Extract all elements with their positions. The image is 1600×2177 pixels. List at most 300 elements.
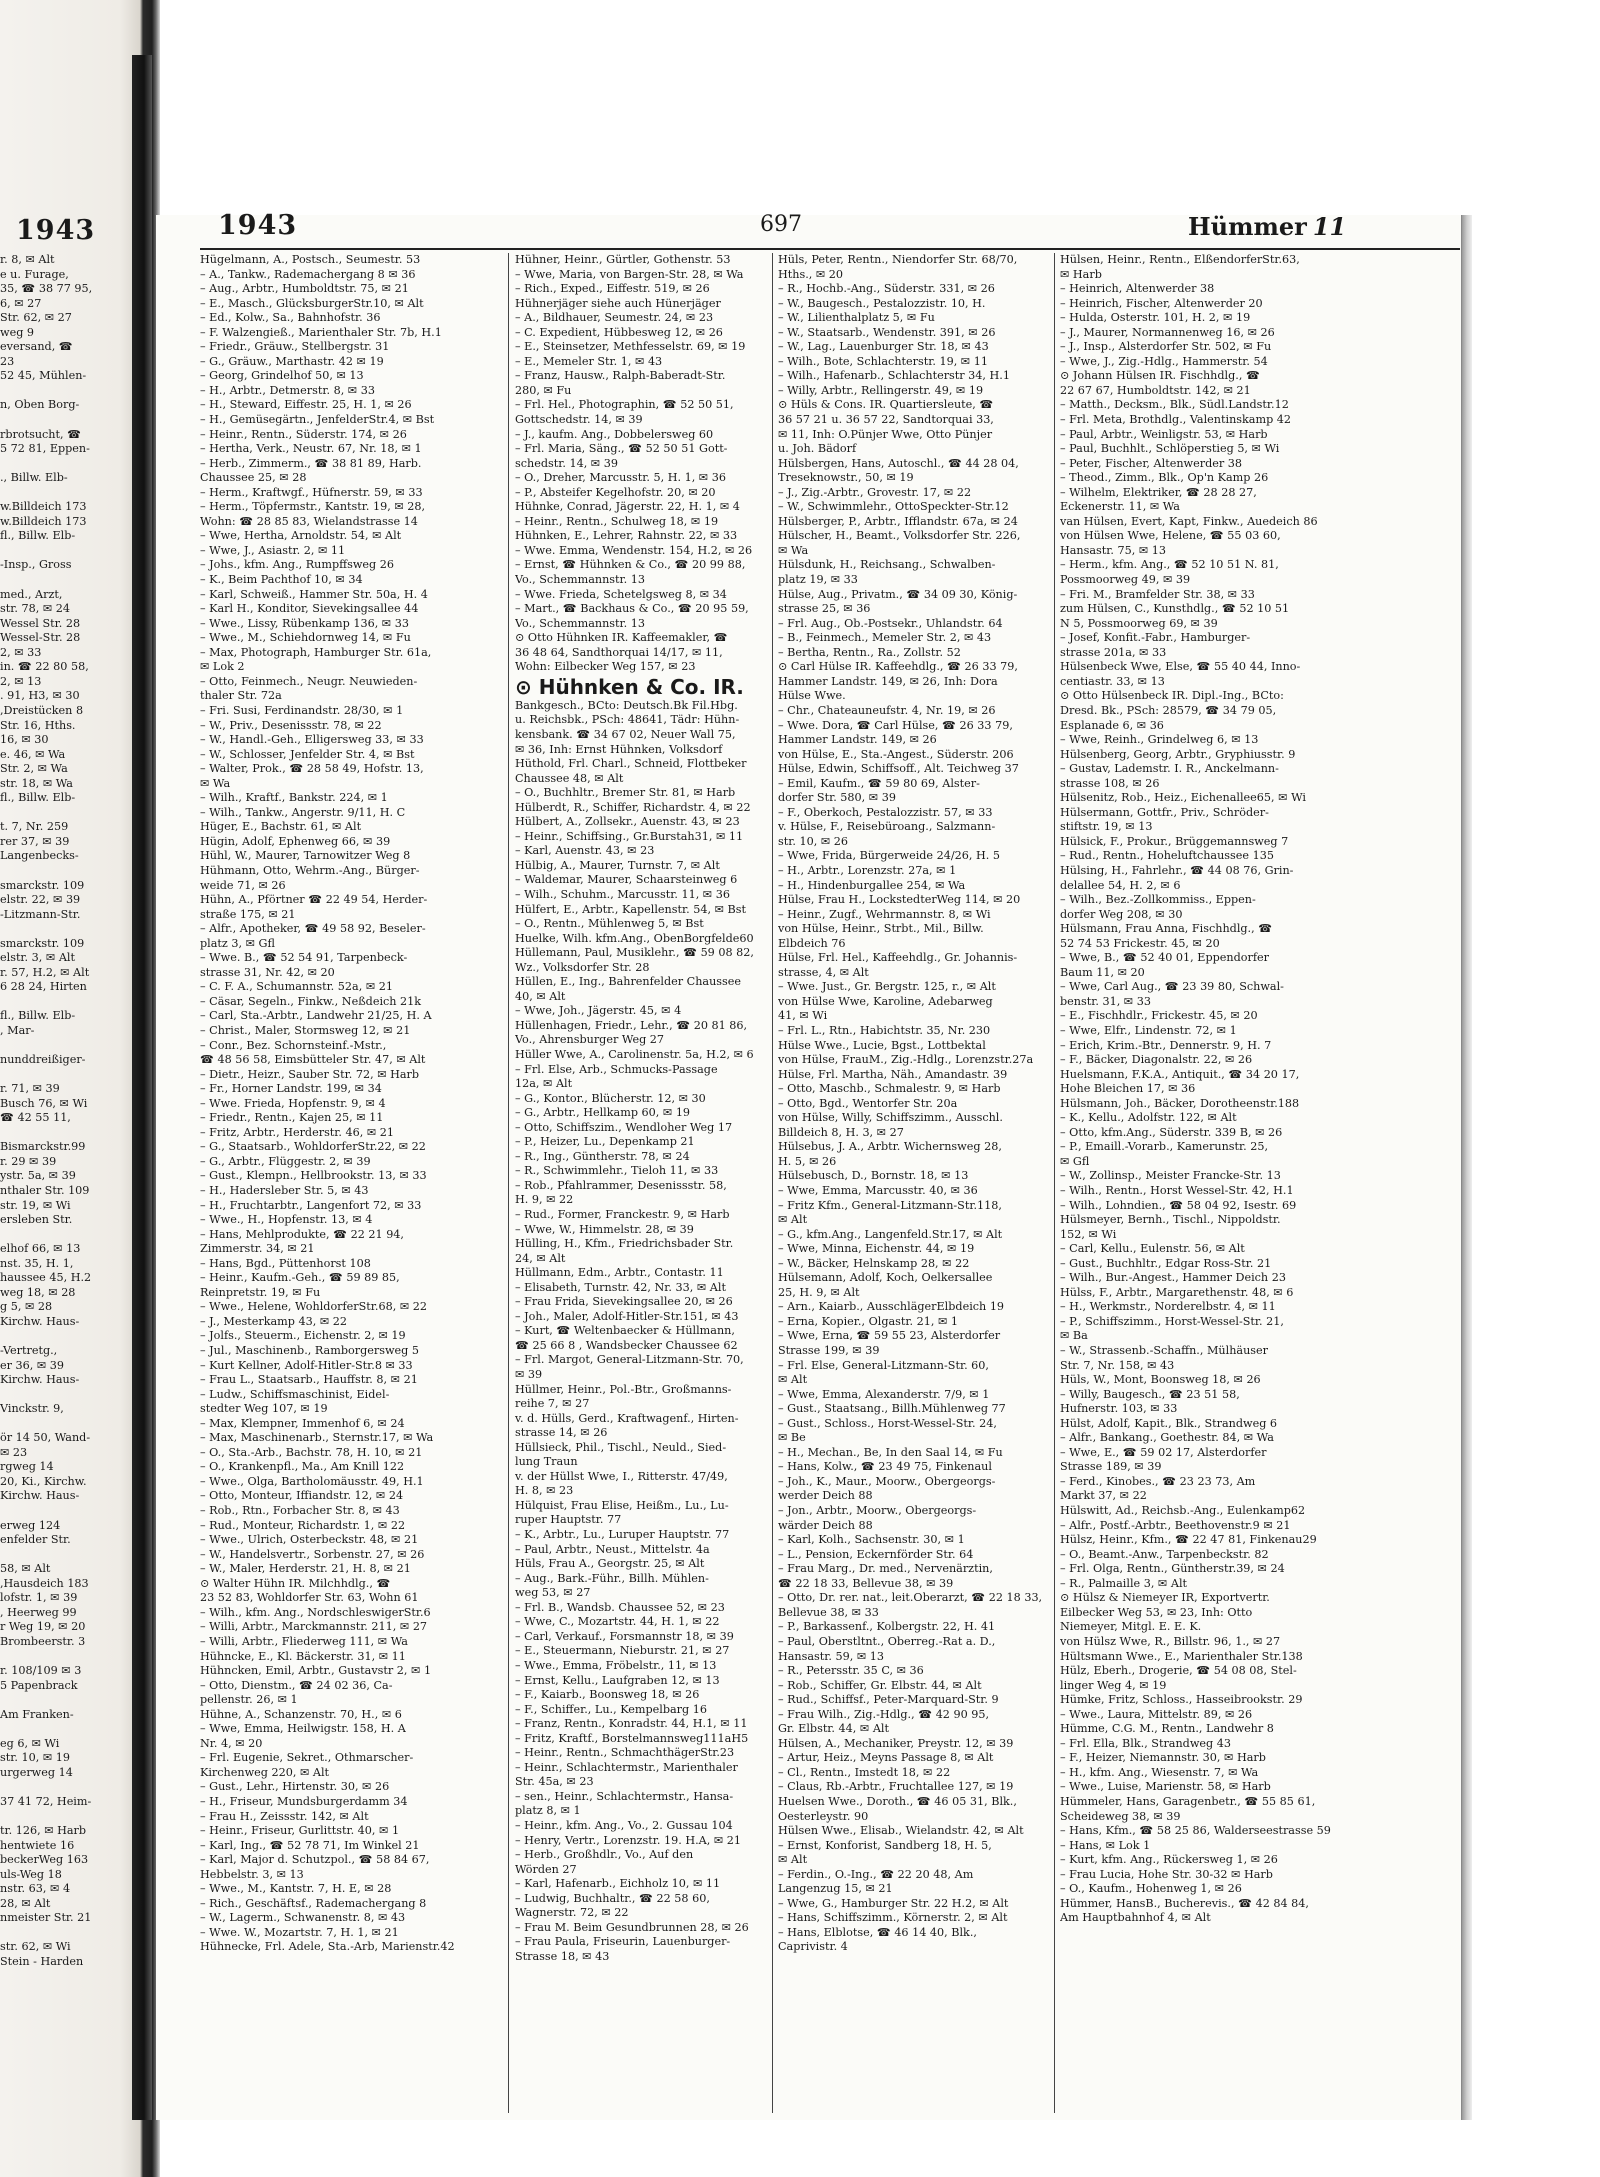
- left-page-fragment: med., Arzt,: [0, 587, 63, 601]
- directory-entry-line: – Rud., Rentn., Hoheluftchaussee 135: [1060, 849, 1274, 863]
- directory-entry-line: – Emil, Kaufm., ☎ 59 80 69, Alster-: [778, 776, 980, 790]
- directory-entry-line: ⊙ Otto Hülsenbeck IR. Dipl.-Ing., BCto:: [1060, 689, 1284, 703]
- directory-entry-line: Hülswitt, Ad., Reichsb.-Ang., Eulenkamp62: [1060, 1504, 1306, 1518]
- directory-entry-line: ✉ Lok 2: [200, 660, 245, 674]
- directory-entry-line: ✉ Ba: [1060, 1329, 1088, 1343]
- directory-entry-line: – Ernst, Konforist, Sandberg 18, H. 5,: [778, 1838, 992, 1852]
- directory-entry-line: Wohn: Eilbecker Weg 157, ✉ 23: [515, 660, 696, 674]
- directory-entry-line: – W., Maler, Herderstr. 21, H. 8, ✉ 21: [200, 1562, 411, 1576]
- directory-entry-line: Hths., ✉ 20: [778, 267, 844, 281]
- directory-entry-line: Hühnerjäger siehe auch Hünerjäger: [515, 296, 721, 310]
- directory-entry-line: – Otto, Feinmech., Neugr. Neuwieden-: [200, 674, 418, 688]
- left-page-year: 1943: [16, 215, 96, 246]
- left-page-fragment: hentwiete 16: [0, 1838, 75, 1852]
- directory-entry-line: Hülling, H., Kfm., Friedrichsbader Str.: [515, 1237, 734, 1251]
- left-page-fragment: ersleben Str.: [0, 1213, 73, 1227]
- left-page-fragment: str. 62, ✉ Wi: [0, 1940, 71, 1954]
- left-page-fragment: 37 41 72, Heim-: [0, 1794, 92, 1808]
- directory-entry-line: – Georg, Grindelhof 50, ✉ 13: [200, 369, 364, 383]
- directory-entry-line: Vo., Ahrensburger Weg 27: [515, 1033, 665, 1047]
- directory-entry-line: strasse 25, ✉ 36: [778, 602, 871, 616]
- directory-entry-line: – R., Palmaille 3, ✉ Alt: [1060, 1576, 1188, 1590]
- directory-entry-line: – Hans, Mehlprodukte, ☎ 22 21 94,: [200, 1227, 404, 1241]
- directory-entry-line: – Wwe, E., ☎ 59 02 17, Alsterdorfer: [1060, 1445, 1267, 1459]
- left-page-fragment: [0, 1926, 130, 1941]
- directory-entry-line: – Karl H., Konditor, Sievekingsallee 44: [200, 602, 419, 616]
- directory-entry-line: Hammer Landstr. 149, ✉ 26, Inh: Dora: [778, 674, 998, 688]
- directory-entry-line: – Gustav, Lademstr. I. R., Anckelmann-: [1060, 762, 1279, 776]
- left-page-fragment: Langenbecks-: [0, 849, 79, 863]
- left-page-fragment: elstr. 3, ✉ Alt: [0, 951, 75, 965]
- left-page-fragment: Bismarckstr.99: [0, 1140, 86, 1154]
- directory-entry-line: H. 5, ✉ 26: [778, 1154, 837, 1168]
- left-page-fragment: str. 19, ✉ Wi: [0, 1198, 71, 1212]
- directory-entry-line: ⊙ Walter Hühn IR. Milchhdlg., ☎: [200, 1576, 391, 1590]
- directory-entry-line: werder Deich 88: [778, 1489, 873, 1503]
- left-page-fragment: [0, 544, 130, 559]
- directory-entry-line: – E., Memeler Str. 1, ✉ 43: [515, 354, 663, 368]
- directory-entry-line: – Jon., Arbtr., Moorw., Obergeorgs-: [778, 1504, 977, 1518]
- directory-entry-line: – Cäsar, Segeln., Finkw., Neßdeich 21k: [200, 994, 422, 1008]
- directory-entry-line: dorfer Str. 580, ✉ 39: [778, 791, 896, 805]
- directory-entry-line: – O., Kaufm., Hohenweg 1, ✉ 26: [1060, 1882, 1242, 1896]
- directory-entry-line: Hülsermann, Gottfr., Priv., Schröder-: [1060, 805, 1269, 819]
- directory-entry-line: – Willy, Arbtr., Rellingerstr. 49, ✉ 19: [778, 383, 984, 397]
- directory-entry-line: – Gust., Buchhltr., Edgar Ross-Str. 21: [1060, 1256, 1272, 1270]
- directory-entry-line: – Ferdin., O.-Ing., ☎ 22 20 48, Am: [778, 1867, 974, 1881]
- directory-column-4: [1060, 253, 1364, 2113]
- directory-entry-line: – F. Walzengieß., Marienthaler Str. 7b, H.1: [200, 325, 442, 339]
- directory-entry-line: Hülse Wwe., Lucie, Bgst., Lottbektal: [778, 1038, 986, 1052]
- directory-entry-line: – Josef, Konfit.-Fabr., Hamburger-: [1060, 631, 1251, 645]
- directory-entry-line: – Fri. Susi, Ferdinandstr. 28/30, ✉ 1: [200, 703, 404, 717]
- directory-entry-line: – Karl, Schweiß., Hammer Str. 50a, H. 4: [200, 587, 428, 601]
- left-page-fragment: tr. 126, ✉ Harb: [0, 1824, 87, 1838]
- directory-entry-line: – W., Strassenb.-Schaffn., Mülhäuser: [1060, 1344, 1268, 1358]
- left-page-fragment: Kirchw. Haus-: [0, 1314, 80, 1328]
- directory-entry-line: – Waldemar, Maurer, Schaarsteinweg 6: [515, 873, 738, 887]
- directory-entry-line: Hühncke, E., Kl. Bäckerstr. 31, ✉ 11: [200, 1649, 406, 1663]
- directory-entry-line: – Wwe., M., Schiehdornweg 14, ✉ Fu: [200, 631, 411, 645]
- directory-entry-line: – G., Kontor., Blücherstr. 12, ✉ 30: [515, 1091, 706, 1105]
- directory-entry-line: – sen., Heinr., Schlachtermstr., Hansa-: [515, 1789, 734, 1803]
- directory-entry-line: Eilbecker Weg 53, ✉ 23, Inh: Otto: [1060, 1605, 1253, 1619]
- directory-entry-line: – Dietr., Heizr., Sauber Str. 72, ✉ Harb: [200, 1067, 420, 1081]
- left-page-fragment: r. 29 ✉ 39: [0, 1154, 57, 1168]
- directory-entry-line: – Frau Marg., Dr. med., Nervenärztin,: [778, 1562, 993, 1576]
- left-page-fragment: elhof 66, ✉ 13: [0, 1242, 81, 1256]
- directory-entry-line: Hülse, Frl. Martha, Näh., Amandastr. 39: [778, 1067, 1008, 1081]
- book-binding: [132, 55, 152, 2120]
- directory-entry-line: – Gust., Klempn., Hellbrookstr. 13, ✉ 33: [200, 1169, 427, 1183]
- directory-entry-line: – Heinr., Kaufm.-Geh., ☎ 59 89 85,: [200, 1271, 400, 1285]
- directory-entry-line: – H., Steward, Eiffestr. 25, H. 1, ✉ 26: [200, 398, 412, 412]
- directory-entry-line: Hülse Wwe.: [778, 689, 846, 703]
- directory-entry-line: – Wwe, Minna, Eichenstr. 44, ✉ 19: [778, 1242, 975, 1256]
- directory-entry-line: – Heinr., kfm. Ang., Vo., 2. Gussau 104: [515, 1818, 733, 1832]
- directory-entry-line: – Wwe. Emma, Wendenstr. 154, H.2, ✉ 26: [515, 543, 753, 557]
- directory-entry-line: – Wwe, Frida, Bürgerweide 24/26, H. 5: [778, 849, 1000, 863]
- left-page-fragment: 6, ✉ 27: [0, 296, 42, 310]
- directory-entry-line: Hüger, E., Bachstr. 61, ✉ Alt: [200, 820, 362, 834]
- header-rule: [200, 248, 1460, 250]
- directory-entry-line: – Wwe, B., ☎ 52 40 01, Eppendorfer: [1060, 951, 1269, 965]
- directory-entry-line: Hebbelstr. 3, ✉ 13: [200, 1867, 304, 1881]
- directory-entry-line: von Hülse, FrauM., Zig.-Hdlg., Lorenzstr.27a: [778, 1053, 1034, 1067]
- directory-entry-line: Hüllenhagen, Friedr., Lehr., ☎ 20 81 86,: [515, 1018, 748, 1032]
- directory-entry-line: – Otto, Monteur, Iffiandstr. 12, ✉ 24: [200, 1489, 404, 1503]
- directory-entry-line: – Alfr., Bankang., Goethestr. 84, ✉ Wa: [1060, 1431, 1274, 1445]
- directory-entry-line: – Hertha, Verk., Neustr. 67, Nr. 18, ✉ 1: [200, 442, 422, 456]
- directory-entry-line: strasse 14, ✉ 26: [515, 1426, 608, 1440]
- page-year: 1943: [218, 210, 298, 241]
- left-page-fragment: g 5, ✉ 28: [0, 1300, 53, 1314]
- directory-entry-line: – Gust., Lehr., Hirtenstr. 30, ✉ 26: [200, 1780, 390, 1794]
- directory-entry-line: – Rich., Geschäftsf., Rademachergang 8: [200, 1896, 427, 1910]
- left-page-fragment: [0, 1228, 130, 1243]
- directory-entry-line: – Wwe. Frieda, Schetelgsweg 8, ✉ 34: [515, 587, 727, 601]
- directory-entry-line: – C. F. A., Schumannstr. 52a, ✉ 21: [200, 980, 393, 994]
- directory-entry-line: – Frau Paula, Friseurin, Lauenburger-: [515, 1935, 731, 1949]
- directory-entry-line: Hohe Bleichen 17, ✉ 36: [1060, 1082, 1196, 1096]
- directory-entry-line: – Wilh., Hafenarb., Schlachterstr 34, H.1: [778, 369, 1010, 383]
- directory-entry-line: v. Hülse, F., Reisebüroang., Salzmann-: [778, 820, 996, 834]
- directory-entry-line: – W., Baugesch., Pestalozzistr. 10, H.: [778, 296, 986, 310]
- directory-entry-line: – Frl. B., Wandsb. Chaussee 52, ✉ 23: [515, 1600, 725, 1614]
- directory-entry-line: – H., kfm. Ang., Wiesenstr. 7, ✉ Wa: [1060, 1765, 1259, 1779]
- directory-entry-line: Hülse, Frl. Hel., Kaffeehdlg., Gr. Johannis-: [778, 951, 1018, 965]
- directory-entry-line: platz 3, ✉ Gfl: [200, 936, 275, 950]
- directory-entry-line: strasse 108, ✉ 26: [1060, 776, 1160, 790]
- directory-entry-line: – Willi, Arbtr., Marckmannstr. 211, ✉ 27: [200, 1620, 428, 1634]
- directory-entry-line: – Wwe., Emma, Fröbelstr., 11, ✉ 13: [515, 1658, 717, 1672]
- left-page-fragment: 2, ✉ 13: [0, 674, 42, 688]
- directory-entry-line: – Hans, ✉ Lok 1: [1060, 1838, 1151, 1852]
- directory-entry-line: Baum 11, ✉ 20: [1060, 965, 1145, 979]
- directory-entry-line: – Fritz, Kraftf., Borstelmannsweg111aH5: [515, 1731, 749, 1745]
- directory-entry-line: – Wilh., Bote, Schlachterstr. 19, ✉ 11: [778, 354, 988, 368]
- directory-entry-line: – Cl., Rentn., Imstedt 18, ✉ 22: [778, 1765, 951, 1779]
- directory-entry-line: ⊙ Hühnken & Co. IR.: [515, 674, 744, 699]
- left-page-fragment: [0, 1417, 130, 1432]
- directory-entry-line: – O., Buchhltr., Bremer Str. 81, ✉ Harb: [515, 786, 736, 800]
- directory-entry-line: – Wilh., Kraftf., Bankstr. 224, ✉ 1: [200, 791, 388, 805]
- directory-entry-line: – Christ., Maler, Stormsweg 12, ✉ 21: [200, 1023, 411, 1037]
- directory-entry-line: – Wwe, Emma, Marcusstr. 40, ✉ 36: [778, 1184, 978, 1197]
- directory-entry-line: – Wwe. W., Mozartstr. 7, H. 1, ✉ 21: [200, 1925, 399, 1939]
- directory-entry-line: – Matth., Decksm., Blk., Südl.Landstr.12: [1060, 398, 1289, 412]
- directory-entry-line: – Wwe, Erna, ☎ 59 55 23, Alsterdorfer: [778, 1329, 1001, 1343]
- directory-entry-line: Bankgesch., BCto: Deutsch.Bk Fil.Hbg.: [515, 698, 738, 712]
- left-page-fragment: enfelder Str.: [0, 1533, 71, 1547]
- directory-entry-line: – Jolfs., Steuerm., Eichenstr. 2, ✉ 19: [200, 1329, 406, 1343]
- directory-entry-line: ✉ Wa: [778, 543, 809, 557]
- directory-entry-line: – Frl. Aug., Ob.-Postsekr., Uhlandstr. 64: [778, 616, 1003, 630]
- directory-entry-line: Wagnerstr. 72, ✉ 22: [515, 1906, 629, 1920]
- directory-entry-line: Hülss, F., Arbtr., Margarethenstr. 48, ✉ 6: [1060, 1285, 1294, 1299]
- directory-entry-line: – Erich, Krim.-Btr., Dennerstr. 9, H. 7: [1060, 1038, 1272, 1052]
- directory-entry-line: – E., Steuermann, Nieburstr. 21, ✉ 27: [515, 1644, 730, 1658]
- directory-entry-line: reihe 7, ✉ 27: [515, 1397, 590, 1411]
- directory-entry-line: – Rob., Pfahlrammer, Desenissstr. 58,: [515, 1178, 727, 1192]
- directory-entry-line: – Carl, Verkauf., Forsmannstr 18, ✉ 39: [515, 1629, 734, 1643]
- directory-column-3: [778, 253, 1082, 2113]
- directory-entry-line: – E., Masch., GlücksburgerStr.10, ✉ Alt: [200, 296, 424, 310]
- directory-entry-line: – W., Handelsvertr., Sorbenstr. 27, ✉ 26: [200, 1547, 425, 1561]
- directory-entry-line: u. Joh. Bädorf: [778, 442, 857, 456]
- directory-entry-line: – E., Steinsetzer, Methfesselstr. 69, ✉ 19: [515, 340, 746, 354]
- directory-entry-line: – H., Arbtr., Lorenzstr. 27a, ✉ 1: [778, 863, 957, 877]
- directory-entry-line: – Ernst, Kellu., Laufgraben 12, ✉ 13: [515, 1673, 720, 1687]
- directory-entry-line: – Karl, Kolh., Sachsenstr. 30, ✉ 1: [778, 1533, 965, 1547]
- left-page-fragment: nunddreißiger-: [0, 1053, 86, 1067]
- directory-entry-line: Hühn, A., Pförtner ☎ 22 49 54, Herder-: [200, 893, 428, 907]
- left-page-fragment: t. 7, Nr. 259: [0, 820, 69, 834]
- directory-entry-line: – G., Gräuw., Marthastr. 42 ✉ 19: [200, 354, 384, 368]
- directory-entry-line: – F., Kaiarb., Boonsweg 18, ✉ 26: [515, 1688, 700, 1702]
- directory-entry-line: – Henry, Vertr., Lorenzstr. 19. H.A, ✉ 21: [515, 1833, 742, 1847]
- directory-entry-line: – Rud., Schiffsf., Peter-Marquard-Str. 9: [778, 1693, 999, 1707]
- directory-entry-line: Hülsdunk, H., Reichsang., Schwalben-: [778, 558, 996, 572]
- directory-entry-line: Hüllsieck, Phil., Tischl., Neuld., Sied-: [515, 1440, 727, 1454]
- directory-entry-line: Hülsebus, J. A., Arbtr. Wichernsweg 28,: [778, 1140, 1002, 1154]
- left-page-fragment: [0, 922, 130, 937]
- directory-entry-line: Oesterleystr. 90: [778, 1809, 869, 1823]
- directory-entry-line: Strasse 189, ✉ 39: [1060, 1460, 1162, 1474]
- directory-entry-line: Hüllen, E., Ing., Bahrenfelder Chaussee: [515, 975, 742, 989]
- directory-entry-line: Hühncken, Emil, Arbtr., Gustavstr 2, ✉ 1: [200, 1664, 432, 1678]
- directory-entry-line: ☎ 25 66 8 , Wandsbecker Chaussee 62: [515, 1338, 738, 1352]
- directory-entry-line: – Otto, Schiffszim., Wendloher Weg 17: [515, 1120, 733, 1134]
- directory-entry-line: – P., Heizer, Lu., Depenkamp 21: [515, 1135, 695, 1149]
- left-page-fragment: weg 9: [0, 325, 35, 339]
- directory-entry-line: Hühnecke, Frl. Adele, Sta.-Arb, Marienstr.42: [200, 1940, 455, 1954]
- left-page-fragment: haussee 45, H.2: [0, 1271, 92, 1285]
- directory-entry-line: – Frl. Maria, Säng., ☎ 52 50 51 Gott-: [515, 442, 728, 456]
- directory-column-2: [515, 253, 819, 2113]
- left-page-fragment: Str. 16, Hths.: [0, 718, 76, 732]
- directory-entry-line: von Hülse, Heinr., Strbt., Mil., Billw.: [778, 922, 984, 936]
- directory-entry-line: Wz., Volksdorfer Str. 28: [515, 960, 650, 974]
- directory-entry-line: – Wwe, Maria, von Bargen-Str. 28, ✉ Wa: [515, 267, 744, 281]
- directory-entry-line: Hülsing, H., Fahrlehr., ☎ 44 08 76, Grin-: [1060, 863, 1294, 877]
- directory-entry-line: Hüls, Frau A., Georgstr. 25, ✉ Alt: [515, 1557, 705, 1571]
- directory-entry-line: Hülse, Frau H., LockstedterWeg 114, ✉ 20: [778, 893, 1021, 907]
- directory-entry-line: Hülsberger, P., Arbtr., Ifflandstr. 67a, ✉ 24: [778, 514, 1018, 528]
- directory-entry-line: Nr. 4, ✉ 20: [200, 1736, 263, 1750]
- directory-entry-line: Hülsenberg, Georg, Arbtr., Gryphiusstr. 9: [1060, 747, 1296, 761]
- directory-entry-line: – A., Bildhauer, Seumestr. 24, ✉ 23: [515, 311, 714, 325]
- left-page-fragment: beckerWeg 163: [0, 1853, 89, 1867]
- directory-entry-line: Hülsmann, Frau Anna, Fischhdlg., ☎: [1060, 922, 1273, 936]
- directory-entry-line: – Frl. Else, General-Litzmann-Str. 60,: [778, 1358, 989, 1372]
- directory-entry-line: Hülscher, H., Beamt., Volksdorfer Str. 226,: [778, 529, 1021, 543]
- directory-entry-line: – Erna, Kopier., Olgastr. 21, ✉ 1: [778, 1314, 959, 1328]
- left-page-fragment: , Heerweg 99: [0, 1605, 77, 1619]
- directory-entry-line: – F., Schiffer., Lu., Kempelbarg 16: [515, 1702, 707, 1716]
- directory-entry-line: ✉ Wa: [200, 776, 231, 790]
- directory-entry-line: ☎ 22 18 33, Bellevue 38, ✉ 39: [778, 1576, 954, 1590]
- directory-entry-line: – Walter, Prok., ☎ 28 58 49, Hofstr. 13,: [200, 762, 424, 776]
- directory-entry-line: – Wwe, Carl Aug., ☎ 23 39 80, Schwal-: [1060, 980, 1284, 994]
- directory-entry-line: – C. Expedient, Hübbesweg 12, ✉ 26: [515, 325, 723, 339]
- directory-entry-line: Gottschedstr. 14, ✉ 39: [515, 413, 643, 427]
- left-page-fragment: nthaler Str. 109: [0, 1184, 90, 1197]
- directory-entry-line: 41, ✉ Wi: [778, 1009, 828, 1023]
- directory-entry-line: von Hülsz Wwe, R., Billstr. 96, 1., ✉ 27: [1060, 1634, 1281, 1648]
- directory-entry-line: – Conr., Bez. Schornsteinf.-Mstr.,: [200, 1038, 387, 1052]
- directory-entry-line: ⊙ Hülsz & Niemeyer IR, Exportvertr.: [1060, 1591, 1270, 1605]
- directory-entry-line: – Willy, Baugesch., ☎ 23 51 58,: [1060, 1387, 1240, 1401]
- directory-entry-line: – Fri. M., Bramfelder Str. 38, ✉ 33: [1060, 587, 1255, 601]
- left-page-fragment: [0, 1039, 130, 1054]
- directory-entry-line: – Frau L., Staatsarb., Hauffstr. 8, ✉ 21: [200, 1373, 418, 1387]
- directory-entry-line: – Wwe., Laura, Mittelstr. 89, ✉ 26: [1060, 1707, 1253, 1721]
- left-page-fragment: smarckstr. 109: [0, 878, 85, 892]
- directory-entry-line: ✉ Alt: [778, 1213, 808, 1227]
- directory-entry-line: – Frau Frida, Sievekingsallee 20, ✉ 26: [515, 1295, 733, 1309]
- directory-entry-line: – Wwe, Joh., Jägerstr. 45, ✉ 4: [515, 1004, 682, 1018]
- directory-entry-line: Hühnke, Conrad, Jägerstr. 22, H. 1, ✉ 4: [515, 500, 740, 514]
- directory-entry-line: – Frau M. Beim Gesundbrunnen 28, ✉ 26: [515, 1920, 749, 1934]
- directory-entry-line: – Heinr., Friseur, Gurlittstr. 40, ✉ 1: [200, 1824, 400, 1838]
- directory-entry-line: – Frau Wilh., Zig.-Hdlg., ☎ 42 90 95,: [778, 1707, 990, 1721]
- directory-entry-line: platz 19, ✉ 33: [778, 573, 858, 587]
- left-page-fragment: Wessel Str. 28: [0, 616, 81, 630]
- directory-entry-line: – F., Bäcker, Diagonalstr. 22, ✉ 26: [1060, 1053, 1253, 1067]
- directory-entry-line: – Otto, Dienstm., ☎ 24 02 36, Ca-: [200, 1678, 393, 1692]
- left-page-fragment: smarckstr. 109: [0, 936, 85, 950]
- directory-entry-line: Hülse, Edwin, Schiffsoff., Alt. Teichweg 37: [778, 762, 1019, 776]
- directory-entry-line: – Wilhelm, Elektriker, ☎ 28 28 27,: [1060, 485, 1257, 499]
- left-page-fragment: [0, 1650, 130, 1665]
- directory-entry-line: N 5, Possmoorweg 69, ✉ 39: [1060, 616, 1218, 630]
- directory-entry-line: Hülz, Eberh., Drogerie, ☎ 54 08 08, Stel-: [1060, 1664, 1297, 1678]
- directory-entry-line: – H., Fruchtarbtr., Langenfort 72, ✉ 33: [200, 1198, 422, 1212]
- left-page-fragment: e u. Furage,: [0, 267, 69, 281]
- directory-entry-line: Billdeich 8, H. 3, ✉ 27: [778, 1125, 904, 1139]
- column-divider: [508, 253, 509, 2113]
- running-head-page: 11: [1312, 212, 1347, 241]
- directory-entry-line: – Peter, Fischer, Altenwerder 38: [1060, 456, 1242, 470]
- directory-entry-line: ruper Hauptstr. 77: [515, 1513, 622, 1527]
- directory-entry-line: Hülsenitz, Rob., Heiz., Eichenallee65, ✉ Wi: [1060, 791, 1306, 805]
- directory-entry-line: Hülsemann, Adolf, Koch, Oelkersallee: [778, 1271, 993, 1285]
- directory-entry-line: – Heinr., Rentn., SchmachthägerStr.23: [515, 1746, 735, 1760]
- directory-entry-line: Am Hauptbahnhof 4, ✉ Alt: [1060, 1911, 1211, 1925]
- running-head-name: Hümmer: [1188, 212, 1307, 241]
- directory-entry-line: – H., Hadersleber Str. 5, ✉ 43: [200, 1184, 369, 1197]
- left-page-fragment: str. 18, ✉ Wa: [0, 776, 73, 790]
- directory-entry-line: – Herm., Töpfermstr., Kantstr. 19, ✉ 28,: [200, 500, 426, 514]
- directory-entry-line: – J., Mesterkamp 43, ✉ 22: [200, 1314, 348, 1328]
- left-page-fragment: 20, Ki., Kirchw.: [0, 1474, 87, 1488]
- directory-entry-line: Huelsen Wwe., Doroth., ☎ 46 05 31, Blk.,: [778, 1794, 1017, 1808]
- directory-entry-line: – O., Rentn., Mühlenweg 5, ✉ Bst: [515, 917, 704, 931]
- directory-entry-line: – Wwe, Reinh., Grindelweg 6, ✉ 13: [1060, 733, 1259, 747]
- directory-entry-line: H. 8, ✉ 23: [515, 1484, 574, 1498]
- directory-entry-line: – Chr., Chateauneufstr. 4, Nr. 19, ✉ 26: [778, 703, 996, 717]
- left-page-fragment: rer 37, ✉ 39: [0, 834, 70, 848]
- directory-entry-line: Elbdeich 76: [778, 936, 846, 950]
- directory-entry-line: – Otto, Bgd., Wentorfer Str. 20a: [778, 1096, 958, 1110]
- left-page-fragment: nst. 35, H. 1,: [0, 1256, 74, 1270]
- directory-entry-line: Reinpretstr. 19, ✉ Fu: [200, 1285, 321, 1299]
- left-page-fragment: nmeister Str. 21: [0, 1911, 92, 1925]
- directory-entry-line: dorfer Weg 208, ✉ 30: [1060, 907, 1183, 921]
- directory-entry-line: – Wwe. Just., Gr. Bergstr. 125, r., ✉ Alt: [778, 980, 996, 994]
- directory-entry-line: – Herb., Zimmerm., ☎ 38 81 89, Harb.: [200, 456, 422, 470]
- directory-entry-line: Huelke, Wilh. kfm.Ang., ObenBorgfelde60: [515, 931, 754, 945]
- directory-entry-line: – Wwe., Luise, Marienstr. 58, ✉ Harb: [1060, 1780, 1271, 1794]
- directory-entry-line: zum Hülsen, C., Kunsthdlg., ☎ 52 10 51: [1060, 602, 1290, 616]
- left-page-fragment: [0, 995, 130, 1010]
- directory-entry-line: – R., Schwimmlehr., Tieloh 11, ✉ 33: [515, 1164, 719, 1178]
- directory-entry-line: – Friedr., Rentn., Kajen 25, ✉ 11: [200, 1111, 384, 1125]
- directory-entry-line: Hülsen, Heinr., Rentn., ElßendorferStr.63,: [1060, 253, 1300, 266]
- left-page-fragment: ,Hausdeich 183: [0, 1576, 89, 1590]
- left-page-fragment: elstr. 22, ✉ 39: [0, 893, 81, 907]
- directory-entry-line: Esplanade 6, ✉ 36: [1060, 718, 1164, 732]
- directory-entry-line: 36 48 64, Sandthorquai 14/17, ✉ 11,: [515, 645, 723, 659]
- directory-entry-line: von Hülsen Wwe, Helene, ☎ 55 03 60,: [1060, 529, 1281, 543]
- left-page-fragment: [0, 1329, 130, 1344]
- directory-entry-line: Strasse 199, ✉ 39: [778, 1344, 880, 1358]
- directory-entry-line: – H., Mechan., Be, In den Saal 14, ✉ Fu: [778, 1445, 1003, 1459]
- left-page-fragment: Str. 2, ✉ Wa: [0, 762, 68, 776]
- directory-entry-line: Hügin, Adolf, Ephenweg 66, ✉ 39: [200, 834, 391, 848]
- directory-entry-line: – Wilh., Bur.-Angest., Hammer Deich 23: [1060, 1271, 1286, 1285]
- directory-entry-line: Vo., Schemmannstr. 13: [515, 616, 646, 630]
- directory-entry-line: 36 57 21 u. 36 57 22, Sandtorquai 33,: [778, 413, 994, 427]
- left-page-fragment: , Mar-: [0, 1023, 35, 1037]
- left-page-fragment: . 91, H3, ✉ 30: [0, 689, 80, 703]
- directory-entry-line: – Herm., Kraftwgf., Hüfnerstr. 59, ✉ 33: [200, 485, 423, 499]
- directory-entry-line: – W., Lagerm., Schwanenstr. 8, ✉ 43: [200, 1911, 406, 1925]
- directory-entry-line: – Wwe, Elfr., Lindenstr. 72, ✉ 1: [1060, 1023, 1237, 1037]
- directory-entry-line: – W., Bäcker, Helnskamp 28, ✉ 22: [778, 1256, 970, 1270]
- directory-entry-line: Str. 7, Nr. 158, ✉ 43: [1060, 1358, 1175, 1372]
- directory-entry-line: Gr. Elbstr. 44, ✉ Alt: [778, 1722, 889, 1736]
- page-edge: [1462, 215, 1472, 2120]
- directory-entry-line: – O., Beamt.-Anw., Tarpenbeckstr. 82: [1060, 1547, 1269, 1561]
- directory-entry-line: Hülberdt, R., Schiffer, Richardstr. 4, ✉ 22: [515, 800, 751, 814]
- directory-entry-line: – Rich., Exped., Eiffestr. 519, ✉ 26: [515, 282, 710, 296]
- directory-entry-line: Vo., Schemmannstr. 13: [515, 573, 646, 587]
- directory-entry-line: – Frl. Margot, General-Litzmann-Str. 70,: [515, 1353, 744, 1367]
- directory-entry-line: – Heinr., Schiffsing., Gr.Burstah31, ✉ 11: [515, 829, 744, 843]
- left-page-fragment: [0, 1388, 130, 1403]
- directory-entry-line: – G., Arbtr., Flüggestr. 2, ✉ 39: [200, 1154, 371, 1168]
- directory-entry-line: Hülsmann, Joh., Bäcker, Dorotheenstr.188: [1060, 1096, 1300, 1110]
- directory-entry-line: – Heinr., Schlachtermstr., Marienthaler: [515, 1760, 738, 1774]
- directory-entry-line: – F., Oberkoch, Pestalozzistr. 57, ✉ 33: [778, 805, 993, 819]
- left-page-fragment: r. 8, ✉ Alt: [0, 253, 55, 266]
- directory-entry-line: Hülsen Wwe., Elisab., Wielandstr. 42, ✉ Alt: [778, 1824, 1024, 1838]
- directory-entry-line: – Paul, Arbtr., Neust., Mittelstr. 4a: [515, 1542, 710, 1556]
- directory-entry-line: straße 175, ✉ 21: [200, 907, 296, 921]
- directory-entry-line: Possmoorweg 49, ✉ 39: [1060, 573, 1191, 587]
- directory-entry-line: – H., Hindenburgallee 254, ✉ Wa: [778, 878, 966, 892]
- directory-entry-line: – Wwe, Emma, Alexanderstr. 7/9, ✉ 1: [778, 1387, 990, 1401]
- directory-entry-line: Hülfert, E., Arbtr., Kapellenstr. 54, ✉ Bst: [515, 902, 746, 916]
- directory-entry-line: Hühne, A., Schanzenstr. 70, H., ✉ 6: [200, 1707, 402, 1721]
- directory-entry-line: Hüls, W., Mont, Boonsweg 18, ✉ 26: [1060, 1373, 1261, 1387]
- directory-entry-line: – Gust., Staatsang., Billh.Mühlenweg 77: [778, 1402, 1006, 1416]
- directory-entry-line: – Heinr., Zugf., Wehrmannstr. 8, ✉ Wi: [778, 907, 991, 921]
- left-page-fragment: r. 71, ✉ 39: [0, 1082, 60, 1096]
- directory-entry-line: – H., Arbtr., Detmerstr. 8, ✉ 33: [200, 383, 375, 397]
